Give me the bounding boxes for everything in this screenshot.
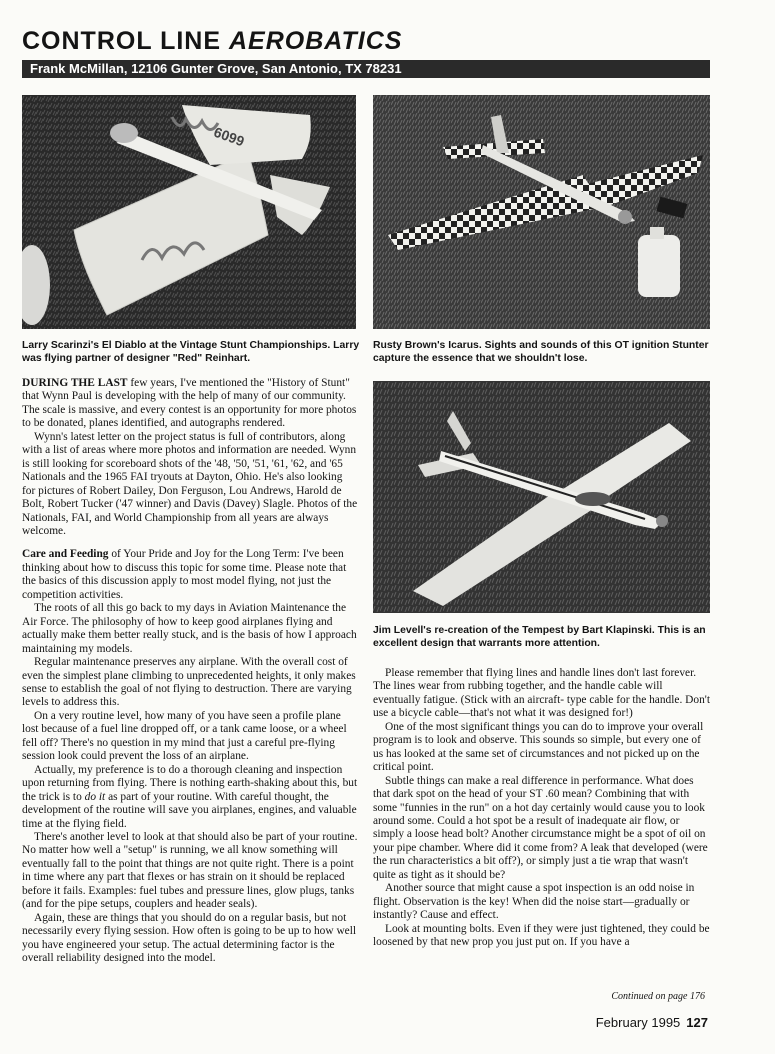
- paragraph: Look at mounting bolts. Even if they were just tightened, they could be loosened by that new prop you just put on. If you have a: [373, 922, 710, 949]
- author-byline: Frank McMillan, 12106 Gunter Grove, San Antonio, TX 78231: [22, 60, 710, 78]
- paragraph: On a very routine level, how many of you have seen a profile plane lost because of a fuel line dropped off, or a tank came loose, or a wheel fell off? There's no question in my mind that just a careful pre-flying session look could prevent the loss of an airplane.: [22, 709, 347, 763]
- paragraph: The roots of all this go back to my days in Aviation Maintenance the Air Force. The philosophy of how to keep good airplanes flying and actually make them better really stuck, and is the basis of how I approach maintaining my models.: [22, 602, 357, 655]
- left-column: [22, 377, 358, 965]
- paragraph: Regular maintenance preserves any airplane. With the overall cost of even the simplest plane climbing to unprecedented heights, it only makes sense to establish the goal of not flying to destruction. There are varying levels to address this.: [22, 656, 356, 709]
- paragraph: Again, these are things that you should do on a regular basis, but not necessarily every flying session. How often is going to be up to how well you have engineered your setup. The actual determining factor is the overall reliability designed into the model.: [22, 911, 357, 965]
- issue-date: February 1995: [595, 1015, 681, 1030]
- paragraph: Wynn's latest letter on the project status is full of contributors, along with a list of areas where more photos and information are needed. Wynn is still looking for scoreboard shots of the '48, '50, '51, '61, '62, and '65 Nationals and the 1965 FAI tryouts at Dayton, Ohio. He's also looking for pictures of Robert Dailey, Don Ferguson, Lou Andrews, Harold de Bolt, Robert Tucker ('47 winner) and Davis (Davey) Slagle. Photos of the Nationals, FAI, and World Championship from all years are always welcome.: [22, 430, 358, 537]
- paragraph: Actually, my preference is to do a thorough cleaning and inspection upon returning from flying. There is nothing earth-shaking about this, but the trick is to do it as part of your routine. With careful thought, the development of the routine will save you airplanes, engines, and valuable time at the flying field.: [22, 763, 358, 830]
- continued-note: Continued on page 176: [611, 991, 705, 1002]
- el-diablo-photo: [22, 95, 356, 329]
- paragraph: Care and Feeding of Your Pride and Joy for the Long Term: I've been thinking about how to discuss this topic for some time. Please note that the basics of this discussion apply to most model flying, not just the competition activities.: [22, 548, 347, 601]
- el-diablo-wing-marking: 6609: [211, 123, 247, 150]
- title-part2: AEROBATICS: [229, 27, 403, 55]
- icarus-caption: Rusty Brown's Icarus. Sights and sounds of this OT ignition Stunter capture the essence that we shouldn't lose.: [373, 340, 709, 364]
- section-lead: Care and Feeding: [22, 548, 109, 561]
- page-footer: [596, 1015, 708, 1030]
- paragraph: There's another level to look at that should also be part of your routine. No matter how well a "setup" is running, we all know something will eventually fall to the point that things are not quite right. There is a point in time where any part that flexes or has strain on it should be replaced before it fails. Examples: fuel tubes and pressure lines, glow plugs, tanks (and for the pipe setups, couplers and header seals).: [22, 830, 358, 911]
- paragraph: DURING THE LAST few years, I've mentioned the "History of Stunt" that Wynn Paul is developing with the help of many of our community. The scale is massive, and every contest is an opportunity for more photos to be donated, planes identified, and autographs rendered.: [22, 377, 357, 430]
- page-title: [22, 26, 402, 56]
- tempest-caption: Jim Levell's re-creation of the Tempest by Bart Klapinski. This is an excellent design that warrants more attention.: [373, 625, 706, 649]
- tempest-photo: [373, 381, 710, 613]
- lead-in: DURING THE LAST: [22, 377, 128, 389]
- icarus-photo: [373, 95, 710, 329]
- el-diablo-caption: Larry Scarinzi's El Diablo at the Vintage Stunt Championships. Larry was flying partner of designer "Red" Reinhart.: [22, 340, 360, 364]
- right-column: [373, 667, 710, 950]
- paragraph: Please remember that flying lines and handle lines don't last forever. The lines wear from rubbing together, and the handle cable will eventually fatigue. (Stick with an aircraft- type cable for the handle. Don't use a bicycle cable—that's not what it was designed for!): [373, 667, 710, 720]
- paragraph: Subtle things can make a real difference in performance. What does that dark spot on the head of your ST .60 mean? Combining that with some "funnies in the run" on a hot day certainly would cause you to look around some. Could a hot spot be a result of inadequate air flow, or simply a loose head bolt? Another circumstance might be a spot of oil on your pipe chamber. Where did it come from? A leak that developed (were the run characteristics a bit off?), or simply just a tie wrap that wasn't quite as tight as it should be?: [373, 774, 708, 881]
- paragraph: Another source that might cause a spot inspection is an odd noise in flight. Observation is the key! When did the noise start—gradually or instantly? Cause and effect.: [373, 882, 695, 922]
- paragraph: One of the most significant things you can do to improve your overall program is to look and observe. This sounds so simple, but every one of us has looked at the same set of circumstances and not picked up on the critical point.: [373, 720, 704, 774]
- title-part1: CONTROL LINE: [22, 27, 222, 55]
- page-number: 127: [686, 1015, 708, 1030]
